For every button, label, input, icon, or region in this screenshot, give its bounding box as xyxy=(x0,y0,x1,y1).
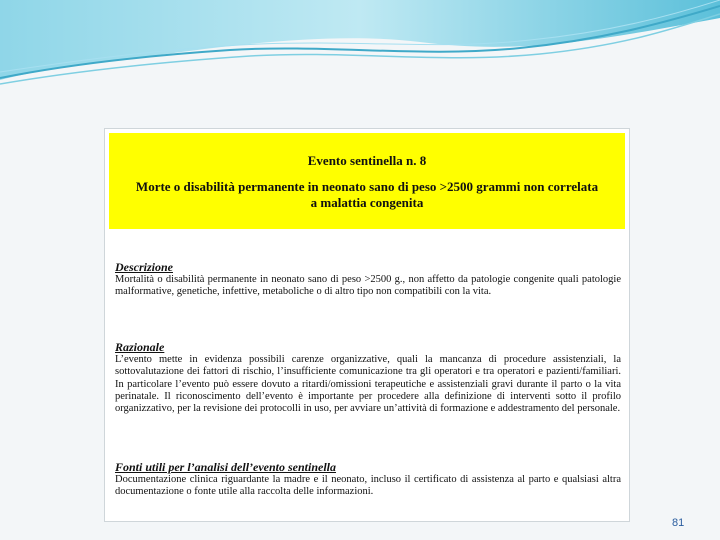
section-body-fonti: Documentazione clinica riguardante la madre e il neonato, incluso il certificato di assistenza al parto e qualsiasi altra documentazione o fonte utile alla raccolta delle informazioni. xyxy=(115,474,621,498)
section-body-descrizione: Mortalità o disabilità permanente in neonato sano di peso >2500 g., non affetto da patologie congenite quali patologie malformative, genetiche, infettive, metaboliche o di altro tipo non compatibili con la vita. xyxy=(115,274,621,298)
page-number: 81 xyxy=(672,517,685,529)
section-title-descrizione: Descrizione xyxy=(115,260,173,274)
section-descrizione xyxy=(115,261,621,299)
event-banner xyxy=(109,133,625,229)
section-fonti xyxy=(115,461,621,499)
decorative-wave-header xyxy=(0,0,720,110)
section-body-razionale: L’evento mette in evidenza possibili carenze organizzative, quali la mancanza di procedure assistenziali, la sottovalutazione dei fattori di rischio, l’insufficiente comunicazione tra gli operatori e tra operatori e pazienti/familiari. In particolare l’evento può essere dovuto a ritardi/omissioni terapeutiche e assistenziali gravi durante il parto o la vita perinatale. Il riconoscimento dell’evento è importante per procedere alla definizione di interventi sotto il profilo organizzativo, per la revisione dei protocolli in uso, per avviare un’attività di formazione e addestramento del personale. xyxy=(115,354,621,415)
document-image xyxy=(104,128,630,522)
event-heading: Morte o disabilità permanente in neonato sano di peso >2500 grammi non correlata a malattia congenita xyxy=(135,179,599,210)
section-razionale xyxy=(115,341,621,415)
section-title-fonti: Fonti utili per l’analisi dell’evento sentinella xyxy=(115,460,337,474)
event-number-title: Evento sentinella n. 8 xyxy=(307,153,427,168)
section-title-razionale: Razionale xyxy=(115,340,165,354)
